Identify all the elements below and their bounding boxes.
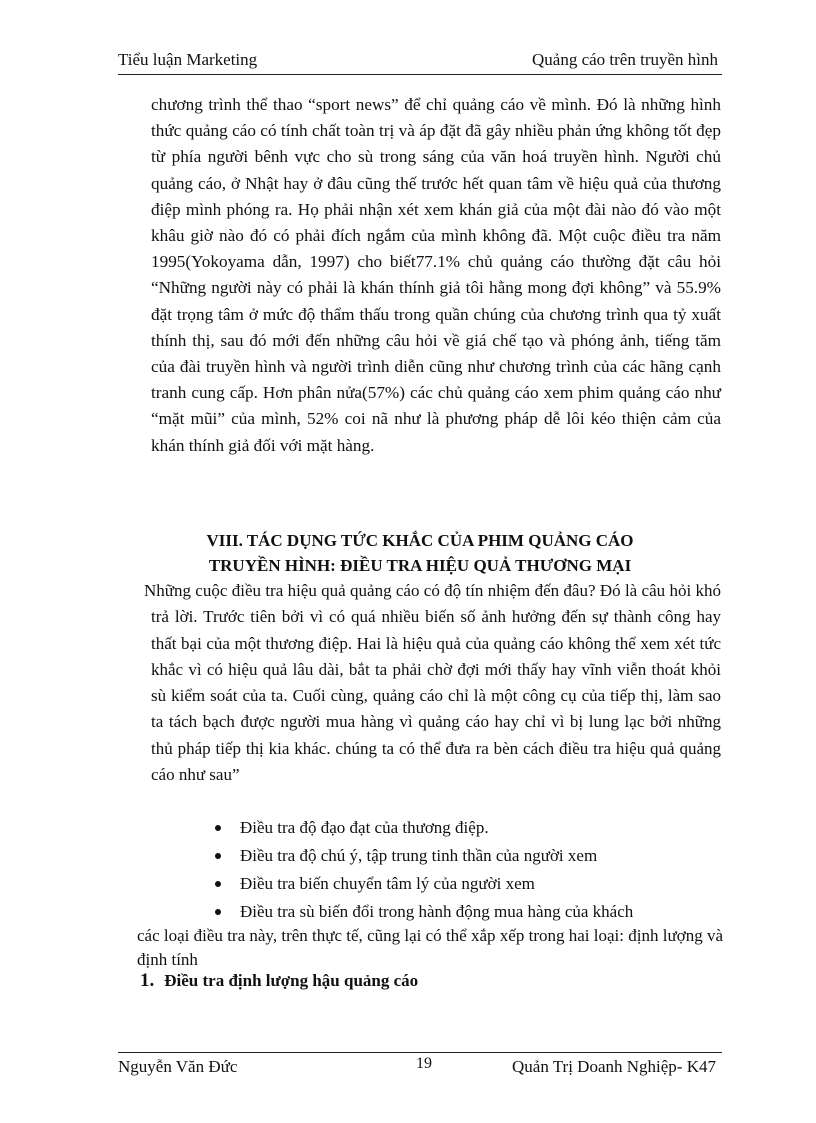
list-item: Điều tra độ chú ý, tập trung tinh thần của người xem <box>215 842 633 870</box>
header-left-title: Tiểu luận Marketing <box>118 50 258 69</box>
page-header <box>118 48 722 75</box>
list-item: Điều tra độ đạo đạt của thương điệp. <box>215 814 633 842</box>
closing-paragraph: các loại điều tra này, trên thực tế, cũng lại có thể xắp xếp trong hai loại: định lượng và định tính <box>137 926 723 969</box>
paragraph-intro: chương trình thể thao “sport news” để chỉ quảng cáo về mình. Đó là những hình thức quảng cáo có tính chất toàn trị và áp đặt đã gây nhiều phản ứng không tốt đẹp từ phía người bênh vực cho sù trong sáng của văn hoá truyền hình. Người chủ quảng cáo, ở Nhật hay ở đâu cũng thế trước hết quan tâm về hiệu quả của thương điệp mình phóng ra. Họ phải nhận xét xem khán giả của một đài nào đó vào một khâu giờ nào đó có phải đích ngắm của mình không đã. Một cuộc điều tra năm 1995(Yokoyama dẫn, 1997) cho biết77.1% chủ quảng cáo thường đặt câu hỏi “Những người này có phải là khán thính giả tôi hằng mong đợi không” và 55.9% đặt trọng tâm ở mức độ thẩm thấu trong quần chúng của chương trình qua tỷ xuất thính thị, sau đó mới đến những câu hỏi về giá chế tạo và phóng ảnh, tiếng tăm của đài truyền hình và người trình diễn cũng như chương trình của các hãng cạnh tranh cung cấp. Hơn phân nửa(57%) các chủ quảng cáo xem phim quảng cáo như “mặt mũi” của mình, 52% coi nã như là phương pháp dễ lôi kéo thiện cảm của khán thính giả đối với mặt hàng. <box>151 95 721 455</box>
page-footer <box>118 1052 722 1083</box>
section-heading-line2: TRUYỀN HÌNH: ĐIỀU TRA HIỆU QUẢ THƯƠNG MẠI <box>208 556 632 575</box>
paragraph-investigation: Những cuộc điều tra hiệu quả quảng cáo có độ tín nhiệm đến đâu? Đó là câu hỏi khó trả lời. Trước tiên bởi vì có quá nhiều biến số ảnh hưởng đến sự thành công hay thất bại của một thương điệp. Hai là hiệu quả của quảng cáo không thể xem xét tức khắc vì có hiệu quả lâu dài, bắt ta phải chờ đợi mới thấy hay vĩnh viễn thoát khỏi sù kiểm soát của ta. Cuối cùng, quảng cáo chỉ là một công cụ của tiếp thị, làm sao ta tách bạch được người mua hàng vì quảng cáo hay chỉ vì bị lung lạc bởi những thủ pháp tiếp thị kia khác. chúng ta có thể đưa ra bèn cách điều tra hiệu quả quảng cáo như sau” <box>144 581 721 785</box>
section-heading <box>118 528 722 578</box>
list-item: Điều tra sù biến đổi trong hành động mua hàng của khách <box>215 898 633 926</box>
bullet-icon <box>215 825 221 831</box>
footer-course: Quản Trị Doanh Nghiệp- K47 <box>512 1057 716 1076</box>
page-number: 19 <box>416 1055 432 1072</box>
subsection-heading <box>140 970 418 992</box>
bullet-icon <box>215 853 221 859</box>
list-item: Điều tra biến chuyển tâm lý của người xem <box>215 870 633 898</box>
bullet-icon <box>215 909 221 915</box>
investigation-list <box>215 814 633 926</box>
subsection-number: 1. <box>140 970 155 991</box>
section-heading-line1: VIII. TÁC DỤNG TỨC KHẮC CỦA PHIM QUẢNG CÁO <box>206 531 634 550</box>
subsection-title: Điều tra định lượng hậu quảng cáo <box>164 971 419 990</box>
header-right-title: Quảng cáo trên truyền hình <box>532 50 718 69</box>
bullet-icon <box>215 881 221 887</box>
body-section-top <box>151 92 721 459</box>
footer-author: Nguyễn Văn Đức <box>118 1057 238 1076</box>
body-section-investigation <box>144 578 721 788</box>
